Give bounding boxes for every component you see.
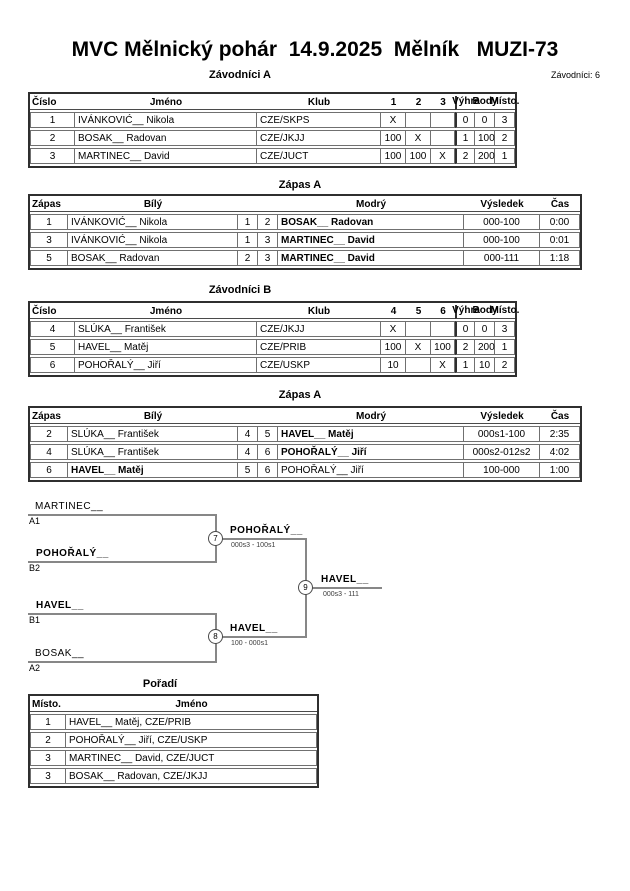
bracket-winner-name: HAVEL__ [321,574,369,585]
header-row [30,698,317,712]
cell-klub: CZE/JKJJ [257,321,381,337]
cell-jmeno: HAVEL__ Matěj [75,339,257,355]
col-header-6: 6 [431,305,455,319]
section-heading-matches-a2: Zápas A [278,389,322,401]
bracket-entrant-name: POHOŘALÝ__ [36,548,109,559]
cell-klub: CZE/SKPS [257,112,381,128]
table-row [30,148,515,164]
table-row [30,750,317,766]
cell-vs-6 [431,321,455,337]
cell-cas: 1:00 [540,462,580,478]
cell-vysledek: 000s1-100 [464,426,540,442]
bracket-match-score: 100 - 000s1 [231,640,268,647]
col-header-2: 2 [406,96,431,110]
header-row [30,96,515,110]
cell-cislo: 6 [30,357,75,373]
col-header-vyhra: Výhra [455,305,475,319]
cell-zapas: 1 [30,214,68,230]
cell-jmeno: HAVEL__ Matěj, CZE/PRIB [66,714,317,730]
section-heading-matches-a1: Zápas A [278,179,322,191]
table-row [30,462,580,478]
table-row [30,714,317,730]
cell-vs-6: 100 [431,339,455,355]
matches-a2-table [28,406,582,482]
cell-body: 0 [475,321,495,337]
cell-bily: SLÚKA__ František [68,444,238,460]
cell-vs-2: X [406,130,431,146]
cell-cislo: 3 [30,148,75,164]
cell-vs-4: 10 [381,357,406,373]
cell-jmeno: MARTINEC__ David, CZE/JUCT [66,750,317,766]
cell-bily: BOSAK__ Radovan [68,250,238,266]
cell-n2: 6 [258,444,278,460]
cell-body: 100 [475,130,495,146]
cell-misto: 3 [495,112,515,128]
bracket-line [222,538,307,540]
cell-modry: HAVEL__ Matěj [278,426,464,442]
cell-jmeno: BOSAK__ Radovan [75,130,257,146]
group-a-table [28,92,520,168]
cell-vyhra: 1 [455,357,475,373]
cell-jmeno: BOSAK__ Radovan, CZE/JKJJ [66,768,317,784]
col-header-empty [258,198,278,212]
cell-vyhra: 0 [455,112,475,128]
match-number-badge: 8 [208,629,223,644]
col-header-jmeno: Jméno [75,305,257,319]
bracket-match-score: 000s3 - 100s1 [231,542,276,549]
col-header-body: Body [475,96,495,110]
table-row [30,357,515,373]
bracket-winner-name: POHOŘALÝ__ [230,525,303,536]
cell-zapas: 6 [30,462,68,478]
cell-n1: 4 [238,426,258,442]
cell-klub: CZE/JKJJ [257,130,381,146]
table-row [30,232,580,248]
cell-misto: 2 [495,357,515,373]
cell-zapas: 2 [30,426,68,442]
cell-klub: CZE/JUCT [257,148,381,164]
cell-jmeno: MARTINEC__ David [75,148,257,164]
bracket-winner-name: HAVEL__ [230,623,278,634]
cell-klub: CZE/USKP [257,357,381,373]
col-header-misto: Místo. [495,96,515,110]
cell-zapas: 3 [30,232,68,248]
col-header-bily: Bílý [68,198,238,212]
col-header-5: 5 [406,305,431,319]
cell-body: 10 [475,357,495,373]
cell-vs-5 [406,357,431,373]
cell-bily: IVÁNKOVIĆ__ Nikola [68,214,238,230]
cell-bily: HAVEL__ Matěj [68,462,238,478]
col-header-body: Body [475,305,495,319]
bracket-line [28,661,217,663]
bracket-seed-label: B1 [29,615,41,625]
cell-modry: MARTINEC__ David [278,232,464,248]
cell-cas: 0:01 [540,232,580,248]
cell-vysledek: 000s2-012s2 [464,444,540,460]
cell-cislo: 5 [30,339,75,355]
col-header-jmeno: Jméno [75,96,257,110]
section-heading-group-b: Závodníci B [208,284,272,296]
cell-n1: 5 [238,462,258,478]
cell-body: 0 [475,112,495,128]
cell-modry: MARTINEC__ David [278,250,464,266]
col-header-empty [238,198,258,212]
cell-misto: 1 [495,148,515,164]
cell-zapas: 4 [30,444,68,460]
table-row [30,732,317,748]
cell-cas: 2:35 [540,426,580,442]
section-heading-group-a: Závodníci A [209,69,271,81]
cell-vysledek: 100-000 [464,462,540,478]
cell-n2: 5 [258,426,278,442]
bracket-line [28,561,217,563]
col-header-1: 1 [381,96,406,110]
col-header-cislo: Číslo [30,305,75,319]
cell-n2: 2 [258,214,278,230]
table-row [30,250,580,266]
cell-bily: SLÚKA__ František [68,426,238,442]
cell-vs-5: X [406,339,431,355]
cell-vs-1: 100 [381,130,406,146]
col-header-vyhra: Výhra [455,96,475,110]
cell-jmeno: SLÚKA__ František [75,321,257,337]
col-header-4: 4 [381,305,406,319]
section-heading-standings: Pořadí [142,678,178,690]
bracket-entrant-name: BOSAK__ [35,648,85,659]
table-row [30,214,580,230]
cell-vysledek: 000-111 [464,250,540,266]
match-number-badge: 9 [298,580,313,595]
cell-cas: 0:00 [540,214,580,230]
cell-modry: POHOŘALÝ__ Jiří [278,462,464,478]
cell-klub: CZE/PRIB [257,339,381,355]
bracket-line [28,613,217,615]
cell-misto: 2 [30,732,66,748]
table-row [30,426,580,442]
competitors-count: Závodníci: 6 [550,70,600,80]
group-b-table [28,301,520,377]
match-number-badge: 7 [208,531,223,546]
cell-zapas: 5 [30,250,68,266]
cell-n1: 4 [238,444,258,460]
header-row [30,305,515,319]
cell-misto: 1 [495,339,515,355]
cell-n1: 1 [238,232,258,248]
header-row [30,198,580,212]
header-row [30,410,580,424]
cell-vs-5 [406,321,431,337]
cell-vyhra: 0 [455,321,475,337]
cell-cas: 1:18 [540,250,580,266]
col-header-zapas: Zápas [30,198,68,212]
col-header-jmeno: Jméno [66,698,317,712]
cell-vs-3: X [431,148,455,164]
cell-vysledek: 000-100 [464,232,540,248]
cell-vs-1: 100 [381,148,406,164]
bracket-seed-label: A1 [29,516,41,526]
col-header-modry: Modrý [278,198,464,212]
cell-n1: 1 [238,214,258,230]
cell-cislo: 1 [30,112,75,128]
col-header-empty [258,410,278,424]
bracket-line [222,636,307,638]
cell-n2: 6 [258,462,278,478]
cell-vs-1: X [381,112,406,128]
cell-n2: 3 [258,232,278,248]
col-header-empty [238,410,258,424]
cell-misto: 3 [495,321,515,337]
col-header-misto: Místo. [30,698,66,712]
bracket-seed-label: B2 [29,563,41,573]
cell-vysledek: 000-100 [464,214,540,230]
col-header-cas: Čas [540,198,580,212]
table-row [30,768,317,784]
col-header-modry: Modrý [278,410,464,424]
cell-misto: 3 [30,750,66,766]
col-header-cislo: Číslo [30,96,75,110]
cell-body: 200 [475,339,495,355]
cell-n1: 2 [238,250,258,266]
bracket-line [312,587,382,589]
table-row [30,130,515,146]
bracket-line [28,514,217,516]
cell-vs-3 [431,130,455,146]
cell-cislo: 2 [30,130,75,146]
cell-vyhra: 1 [455,130,475,146]
table-row [30,444,580,460]
cell-jmeno: POHOŘALÝ__ Jiří [75,357,257,373]
cell-vs-4: X [381,321,406,337]
cell-vyhra: 2 [455,339,475,355]
table-row [30,339,515,355]
col-header-3: 3 [431,96,455,110]
col-header-klub: Klub [257,305,381,319]
bracket-seed-label: A2 [29,663,41,673]
cell-jmeno: POHOŘALÝ__ Jiří, CZE/USKP [66,732,317,748]
bracket-entrant-name: HAVEL__ [36,600,84,611]
col-header-vysledek: Výsledek [464,198,540,212]
col-header-bily: Bílý [68,410,238,424]
cell-vs-3 [431,112,455,128]
cell-jmeno: IVÁNKOVIĆ__ Nikola [75,112,257,128]
bracket-match-score: 000s3 - 111 [323,591,359,598]
table-row [30,112,515,128]
col-header-misto: Místo. [495,305,515,319]
page-title: MVC Mělnický pohár 14.9.2025 Mělník MUZI-73 [71,38,559,61]
table-row [30,321,515,337]
cell-misto: 1 [30,714,66,730]
cell-vyhra: 2 [455,148,475,164]
cell-body: 200 [475,148,495,164]
cell-vs-6: X [431,357,455,373]
col-header-cas: Čas [540,410,580,424]
matches-a1-table [28,194,582,270]
standings-table [28,694,319,788]
col-header-vysledek: Výsledek [464,410,540,424]
cell-modry: POHOŘALÝ__ Jiří [278,444,464,460]
cell-modry: BOSAK__ Radovan [278,214,464,230]
col-header-klub: Klub [257,96,381,110]
bracket-entrant-name: MARTINEC__ [35,501,104,512]
cell-vs-4: 100 [381,339,406,355]
cell-n2: 3 [258,250,278,266]
cell-misto: 2 [495,130,515,146]
cell-cislo: 4 [30,321,75,337]
cell-vs-2: 100 [406,148,431,164]
cell-misto: 3 [30,768,66,784]
cell-bily: IVÁNKOVIĆ__ Nikola [68,232,238,248]
cell-vs-2 [406,112,431,128]
cell-cas: 4:02 [540,444,580,460]
col-header-zapas: Zápas [30,410,68,424]
